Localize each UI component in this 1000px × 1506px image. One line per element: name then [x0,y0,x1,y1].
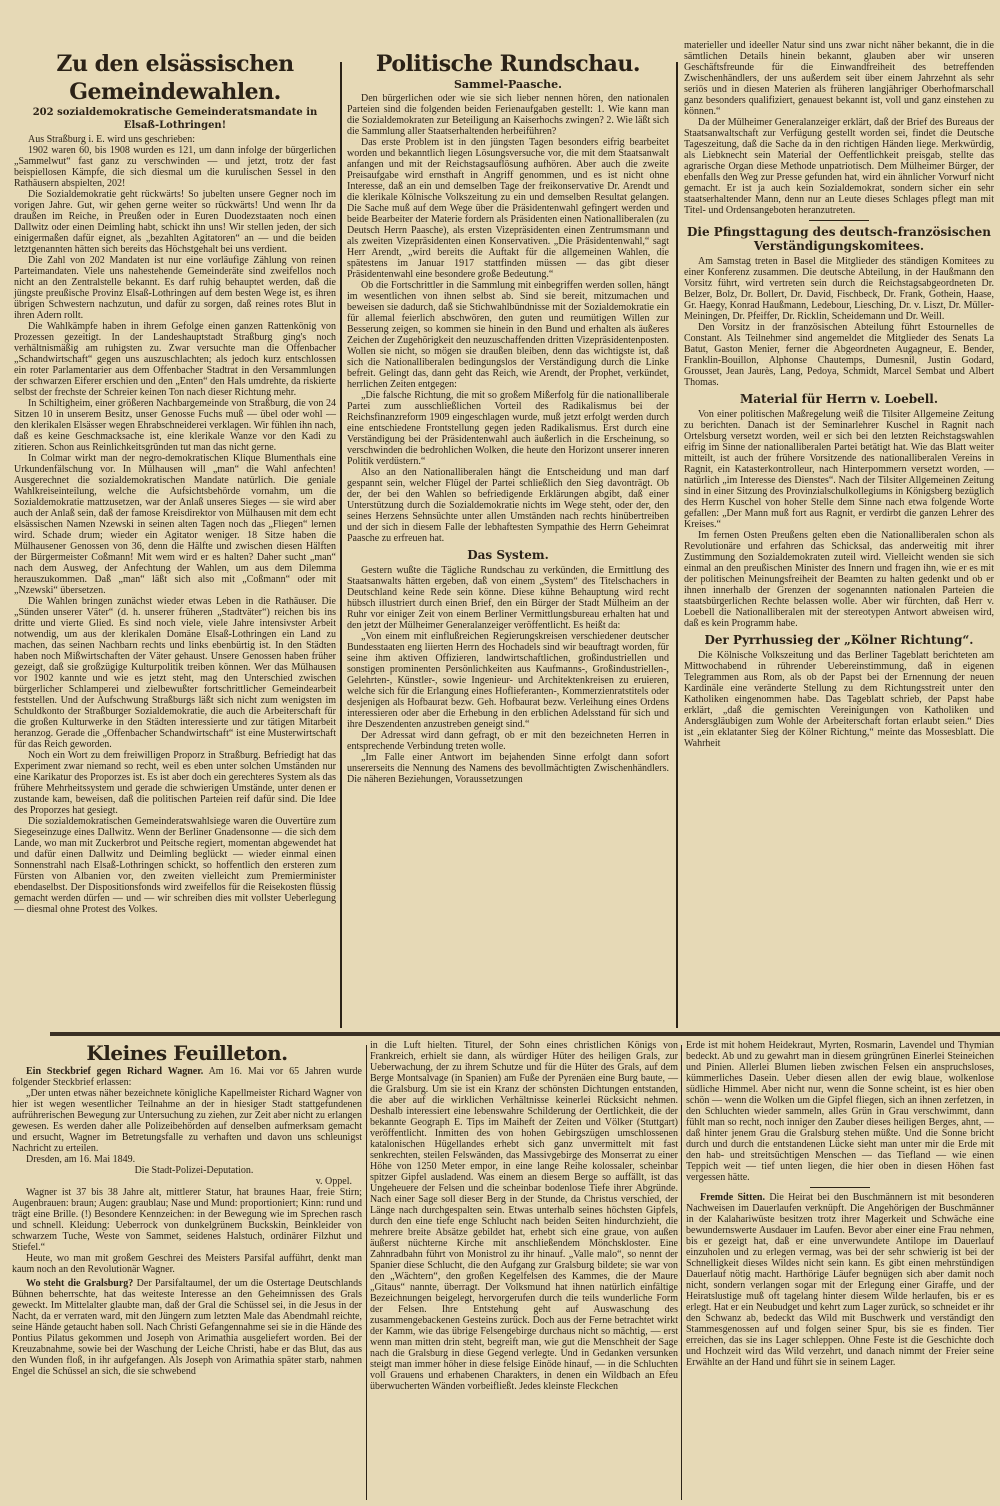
paragraph: Noch ein Wort zu dem freiwilligen Proporz in Straßburg. Befriedigt hat das Experiment zwar niemand so recht, weil es eben unter solchen Umständen nur eine Karikatur des Proporzes ist. Es ist aber doch ein gerechteres System als das frühere Mehrheitssystem und gerade die schwierigen Umstände, unter denen er zustande kam, beweisen, daß die politischen Parteien reif dafür sind. Die Idee des Proporzes hat gesiegt. [14,750,336,816]
paragraph: Also an den Nationalliberalen hängt die Entscheidung und man darf gespannt sein, welcher Flügel der Partei schließlich den Sieg davonträgt. Ob der, der bei den Wahlen so befriedigende Erklärungen abgibt, daß einer Unterstützung durch die Sozialdemokratie nichts im Wege steht, oder der, den seines Herzens Sehnsüchte unter allen Umständen nach rechts hinübertreiben und der sich in diesem Falle der lebhaftesten Sympathie des Herrn Geheimrat Paasche zu erfreuen hat. [347,467,669,544]
paragraph [12,1066,362,1088]
column-rule [366,1045,367,1500]
subheadline: Das System. [467,548,549,562]
paragraph: „Von einem mit einflußreichen Regierungskreisen verschiedener deutscher Bundesstaaten eng liierten Herrn des Hochadels sind wir beauftragt worden, für seine ihm aktiven Offizieren, landwirtschaftlichen, großindustriellen und sonstigen prominenten Persönlichkeiten aus Kaufmanns-, Großindustriellen-, Gelehrten-, Künstler-, sowie Ingenieur- und Architektenkreisen zu eruieren, welche sich für die Erlangung eines Hoflieferanten-, Kommerzienratstitels oder desjenigen als Hofbaurat bezw. Geh. Hofbaurat bezw. Verleihung eines Ordens interessieren oder aber die Erhebung in den erblichen Adelsstand für sich und ihre Deszendenten anzustreben geneigt sind.“ [347,631,669,730]
paragraph: Den Vorsitz in der französischen Abteilung führt Estournelles de Constant. Als Teilnehmer sind angemeldet die Mitglieder des Senats La Batut, Gaston Menier, ferner die Abgeordneten Augagneur, E. Bender, Franklin-Bouillon, Alphonse Chautemps, Dumesnil, Justin Godard, Grousset, Jean Jaurès, Lang, Pedoya, Schmidt, Marcel Sembat und Albert Thomas. [684,322,994,388]
paragraph: Die Zahl von 202 Mandaten ist nur eine vorläufige Zählung von reinen Parteimandaten. Viele uns nahestehende Gemeinderäte sind zweifellos noch nicht an den Zentralstelle bekannt. Es darf ruhig behauptet werden, daß die jüngste preußische Provinz Elsaß-Lothringen auf dem besten Wege ist, es ihren übrigen Schwestern nachzutun, und dafür zu sorgen, daß reines rotes Blut in ihren Adern rollt. [14,255,336,321]
paragraph: „Die falsche Richtung, die mit so großem Mißerfolg für die nationalliberale Partei zum ausschließlichen Vorteil des Radikalismus bei der Reichsfinanzreform 1909 eingeschlagen wurde, muß jetzt erfolgt werden durch eine entschiedene Frontstellung gegen jeden Radikalismus. Erst durch eine Verständigung bei der Präsidentenwahl auch äußerlich in die Erscheinung, so verschwinden die bedrohlichen Wolken, die heute den Horizont unserer inneren Politik verdüstern.“ [347,390,669,467]
feuilleton-column-1 [12,1040,362,1377]
feuilleton-column-2 [370,1040,678,1392]
paragraph [12,1278,362,1377]
paragraph: Aus Straßburg i. E. wird uns geschrieben: [28,134,196,145]
separator [810,1187,870,1188]
paragraph: „Im Falle einer Antwort im bejahenden Sinne erfolgt dann sofort unsererseits die Nennung des Namens des bevollmächtigten Zwischenhändlers. Die näheren Beziehungen, Voraussetzungen [347,752,669,785]
article-title: Wo steht die Gralsburg? [26,1278,134,1289]
paragraph: Den bürgerlichen oder wie sie sich lieber nennen hören, den nationalen Parteien sind die folgenden beiden Ferienaufgaben gestellt: 1. Wie kann man die Sozialdemokraten zur Beteiligung an Kaiserhochs zwingen? 2. Wie läßt sich die Sammlung aller Staatserhaltenden herbeiführen? [347,93,669,137]
section-title: Politische Rundschau. [375,51,641,77]
headline: Zu den elsässischen Gemeindewahlen. [56,51,294,105]
paragraph: Der Adressat wird dann gefragt, ob er mit den bezeichneten Herren in entsprechende Verbindung treten wolle. [347,730,669,752]
subheadline: Die Pfingsttagung des deutsch-französischen Verständigungskomitees. [687,225,991,253]
signature: v. Oppel. [315,1176,352,1187]
article-politische-rundschau [347,50,669,785]
paragraph: Die Sozialdemokratie geht rückwärts! So jubelten unsere Gegner noch im vorigen Jahre. Gut, wir gehen gerne weiter so rückwärts! Und wenn Ihr da draußen im Reiche, in Preußen oder in Euren Duodezstaaten noch einen Dallwitz oder einen Deimling habt, schickt ihn uns! Wir stellen jeden, der sich einigermaßen dafür eignet, als „bezahlten Agitatoren“ an — und die beiden letztgenannten hätten sich bereits das Höchstgehalt bei uns verdient. [14,189,336,255]
subheadline: Sammel-Paasche. [453,78,563,91]
paragraph: In Colmar wirkt man der negro-demokratischen Klique Blumenthals eine Urkundenfälschung vor. In Mülhausen will „man“ die Wahl anfechten! Ausgerechnet die sozialdemokratischen Mandate natürlich. Die geniale Wahlkreiseinteilung, welche die Aufsichtsbehörde vornahm, um die Sozialdemokratie mattzusetzen, war der Anlaß unseres Sieges — sie wird aber auch der Anlaß sein, daß der famose Kreisdirektor von Mülhausen mit dem echt elsässischen Namen Nzewski in seinen alten Tagen noch das „Fliegen“ lernen wird. Schade drum; wieder ein Agitator weniger. 18 Sitze haben die Mülhausener Genossen von 36, denn die Hälfte und zwischen diesen Hälften der Bürgermeister Coßmann! Mit wem wird er es halten? Daher sucht „man“ nach dem Ausweg, der Anfechtung der Wahlen, um aus dem Dilemma herauszukommen. Daß „man“ läßt sich also mit „Coßmann“ oder mit „Nzewski“ übersetzen. [14,453,336,596]
separator [809,220,869,221]
paragraph: Da der Mülheimer Generalanzeiger erklärt, daß der Brief des Bureaus der Staatsanwaltschaft zur Verfügung gestellt worden sei, findet die Deutsche Tageszeitung, daß die Sache da in den richtigen Händen liege. Merkwürdig, als Liebknecht sein Material der Oeffentlichkeit preisgab, stellte das agrarische Organ diese Methode unpatriotisch. Dem Mülheimer Bürger, der ebenfalls den Weg zur Presse gefunden hat, wird ein ähnlicher Vorwurf nicht gemacht. Er ist ja auch kein Sozialdemokrat, sondern sicher ein sehr staatserhaltender Mann, denn nur an Leute dieses Schlages pflegt man mit Titel- und Ordensangeboten heranzutreten. [684,117,994,216]
column-rule [340,62,342,1028]
paragraph: materieller und ideeller Natur sind uns zwar nicht näher bekannt, die in die sämtlichen Details hinein bekannt, glauben aber wir unseren Geschäftsfreunde für die Einwandfreiheit des betreffenden Zwischenhändlers, der uns außerdem seit über einem Jahrzehnt als sehr seriös und in diesen Materien als früheren langjähriger Oberhofmarschall ganz besonders qualifiziert, genauest bekannt ist, voll und ganz einstehen zu können.“ [684,40,994,117]
paragraph: Die Kölnische Volkszeitung und das Berliner Tageblatt berichteten am Mittwochabend in rührender Uebereinstimmung, daß in eigenen Telegrammen aus Rom, als ob der Papst bei der Ernennung der neuen Kardinäle eine veränderte Stellung zu dem Richtungsstreit unter den Katholiken eingenommen habe. Das Tageblatt schrieb, der Papst habe erklärt, „daß die gemischten Vereinigungen von Katholiken und Andersgläubigen zum Wohle der Arbeiterschaft fortan erlaubt seien.“ Dies ist „ein eklatanter Sieg der Kölner Richtung,“ meinte das Mossesblatt. Die Wahrheit [684,650,994,749]
paragraph: Gestern wußte die Tägliche Rundschau zu verkünden, die Ermittlung des Staatsanwalts hätten ergeben, daß von einem „System“ des Titelschachers in Deutschland keine Rede sein könne. Diese kühne Behauptung wird recht hübsch illustriert durch einen Brief, den ein Bürger der Stadt Mülheim an der Ruhr vor einiger Zeit von einem Berliner Vermittlungsbureau erhalten hat und den jetzt der Mülheimer Generalanzeiger veröffentlicht. Es heißt da: [347,565,669,631]
column-right [684,40,994,749]
text: Am 16. Mai vor 65 Jahren wurde folgender Steckbrief erlassen: [12,1066,363,1088]
article-title: Fremde Sitten. [700,1192,765,1203]
paragraph [686,1192,994,1368]
paragraph: Die sozialdemokratischen Gemeinderatswahlsiege waren die Ouvertüre zum Siegeseinzuge eines Dallwitz. Wenn der Berliner Gnadensonne — die sich dem Lande, wo man mit Zuckerbrot und Peitsche regiert, momentan abgewendet hat und dafür einen Dallwitz und Deimling beglückt — wieder einmal einen Sonnenstrahl nach Elsaß-Lothringen schickt, so hoffentlich den ersteren zum Fürsten von Albanien vor, den zweiten vielleicht zum Premierminister ebendaselbst. Der Dispositionsfonds wird zweifellos für die Reisekosten flüssig gemacht werden dürfen — und — wir schreiben dies mit vollster Ueberlegung — diesmal ohne Protest des Volkes. [14,816,336,915]
paragraph: Ob die Fortschrittler in die Sammlung mit einbegriffen werden sollen, hängt im wesentlichen von ihnen selbst ab. Sind sie bereit, mitzumachen und beweisen sie dadurch, daß sie Stichwahlbündnisse mit der Sozialdemokratie ein für allemal feierlich abschwören, den guten und reumütigen Willen zur Besserung zeigen, so kommen sie hinein in den Bund und erhalten als äußeres Zeichen der Zugehörigkeit den neuzuschaffenden dritten Vizepräsidentenposten. Wollen sie nicht, so mögen sie draußen bleiben, denn das wichtigste ist, daß sich die Nationalliberalen bedingungslos der Verständigung durch die Linke befreit. Gelingt das, dann geht das Reich, wie Arendt, der Prophet, verkündet, herrlichen Zeiten entgegen: [347,280,669,390]
section-title: Kleines Feuilleton. [86,1041,288,1065]
authority: Die Stadt-Polizei-Deputation. [134,1165,254,1176]
paragraph: Heute, wo man mit großem Geschrei des Meisters Parsifal aufführt, denkt man kaum noch an den Revolutionär Wagner. [12,1253,362,1275]
column-rule [676,62,678,1028]
feuilleton-column-3 [686,1040,994,1368]
subheadline: Material für Herrn v. Loebell. [739,392,939,406]
paragraph: Die Wahlen bringen zunächst wieder etwas Leben in die Rathäuser. Die „Sünden unserer Väter“ (d. h. unserer früheren „Stadtväter“) reichen bis ins dritte und vierte Glied. Es sind noch viele, viele Jahre intensivster Arbeit notwendig, um aus der klerikalen Domäne Elsaß-Lothringen ein Land zu machen, das seinen Nachbarn rechts und links ebenbürtig ist. In den Städten haben noch Mißwirtschaften der Väter gehaust. Unsere Genossen haben früher gezeigt, daß sie großzügige Kulturpolitik treiben können. Wer das Mülhausen vor 1902 kannte und wie es jetzt steht, mag den Unterschied zwischen bürgerlicher Schlamperei und zielbewußter fortschrittlicher Gemeindearbeit feststellen. Und der Aufschwung Straßburgs läßt sich nicht zum wenigsten im Schuldkonto der Straßburger Sozialdemokratie, die auch die Arbeiterschaft für die großen Kulturwerke in den Städten interessierte und zur tätigen Mitarbeit heranzog. Gerade die „Offenbacher Schandwirtschaft“ ist eine Musterwirtschaft für das Reich geworden. [14,596,336,750]
paragraph: 1902 waren 60, bis 1908 wurden es 121, um dann infolge der bürgerlichen „Sammelwut“ fast ganz zu verschwinden — und jetzt, trotz der fast beispiellosen Kämpfe, die sich diesmal um die kurulischen Sessel in den Rathäusern abspielten, 202! [14,145,336,189]
text: Die Heirat bei den Buschmännern ist mit besonderen Nachweisen im Dauerlaufen verknüpft. Die Angehörigen der Buschmänner in der Kalahariwüste besitzen trotz ihrer Magerkeit und Schwäche eine bewundernswerte Ausdauer im Laufen. Bevor aber einer eine Frau nehmen, bis er gezeigt hat, daß er eine unverwundete Antilope im Dauerlauf einzuholen und zu erlegen vermag, was bei der sehr schwierig ist bei der Schnelligkeit dieses Wildes nicht sein kann. Es gibt einen mehrstündigen Dauerlauf nötig macht. Harthörige Läufer begnügen sich aber damit noch nicht, sondern verlangen sogar mit der Erlegung einer Giraffe, und der Heiratslustige muß oft tagelang hinter diesem Wilde herlaufen, bis er es erlegt. Hat er ein Neubudget und kehrt zum Lager zurück, so schneidet er ihr den Schwanz ab, bedeckt das Wild mit Buschwerk und verständigt den Stammesgenossen auf und folgen seiner Spur, bis sie es finden. Tier erreichen, das sie ins Lager schleppen. Ohne Feste ist die Geschichte doch und Hochzeit wird das Wild verzehrt, und danach nimmt der Freier seine Erwählte an der Hand und führt sie in seinem Lager. [686,1192,995,1368]
paragraph: Im fernen Osten Preußens gelten eben die Nationalliberalen schon als Revolutionäre und erfahren das Schicksal, das anderweitig mit ihrer Zustimmung den Sozialdemokraten zuteil wird. Vielleicht wenden sie sich einmal an den preußischen Minister des Innern und fragen ihn, wie er es mit der politischen Meinungsfreiheit der Beamten zu halten gedenkt und ob er ihnen innerhalb der Grenzen der sogenannten nationalen Parteien die staatsbürgerlichen Rechte belassen wolle. Aber wir fürchten, daß Herr v. Loebell die Nationalliberalen mit der stereotypen Antwort abweisen wird, daß es kein Programm habe. [684,530,994,629]
subheadline: 202 sozialdemokratische Gemeinderatsmandate in Elsaß-Lothringen! [32,107,318,131]
paragraph: Das erste Problem ist in den jüngsten Tagen besonders eifrig bearbeitet worden und bekanntlich liegen Lösungsversuche vor, die mit dem Staatsanwalt anfangen und mit der Reichstagsauflösung aufhören. Aber auch die zweite Preisaufgabe wird ernsthaft in Angriff genommen, und es ist nicht ohne Interesse, daß an ein und demselben Tage der freikonservative Dr. Arendt und die klerikale Kölnische Volkszeitung zu ein und demselben Resultat gelangen. Die Sache muß auf dem Wege über die Präsidentenwahl gefingert werden und beide Bearbeiter der Materie fordern als Präsidenten einen Nationalliberalen (zu Deutsch Herrn Paasche), als ersten Vizepräsidenten einen Zentrumsmann und als zweiten Vizepräsidenten einen Konservativen. „Die Präsidentenwahl,“ sagt Herr Arendt, „wird bereits die Auftakt für die allgemeinen Wahlen, die spätestens im Januar 1917 stattfinden müssen — das gibt dieser Präsidentenwahl eine besondere große Bedeutung.“ [347,137,669,280]
dateline: Dresden, am 16. Mai 1849. [26,1154,136,1165]
paragraph: Von einer politischen Maßregelung weiß die Tilsiter Allgemeine Zeitung zu berichten. Danach ist der Seminarlehrer Kuschel in Ragnit nach Ortelsburg versetzt worden, weil er sich bei den letzten Reichstagswahlen eifrig im Sinne der nationalliberalen Partei betätigt hat. Wie das Blatt weiter mitteilt, ist auch der frühere Vorsitzende des nationalliberalen Vereins in Ragnit, ein Katasterkontrolleur, nach Hinterpommern versetzt worden, — natürlich „im Interesse des Dienstes“. Nach der Tilsiter Allgemeinen Zeitung sind in einer Sitzung des Provinzialschulkollegiums in Königsberg bezüglich des Herrn Kuschel von hoher Stelle dem Sinne nach etwa folgende Worte gefallen: „Der Mann muß fort aus Ragnit, er verdirbt die ganzen Lehrer des Kreises.“ [684,409,994,530]
paragraph: „Der unten etwas näher bezeichnete königliche Kapellmeister Richard Wagner von hier ist wegen wesentlicher Teilnahme an der in hiesiger Stadt stattgefundenen aufrührerischen Bewegung zur Untersuchung zu ziehen, zur Zeit aber nicht zu erlangen gewesen. Es werden daher alle Polizeibehörden auf denselben aufmerksam gemacht und ersucht, Wagner im Betretungsfalle zu verhaften und davon uns schleunigst Nachricht zu erteilen. [12,1088,362,1154]
paragraph: in die Luft hielten. Titurel, der Sohn eines christlichen Königs von Frankreich, erhielt sie dann, als würdiger Hüter des heiligen Grals, zur Ueberwachung, der zu ihrem Schutze und für die Hüter des Grals, auf dem Berge Montsalvage (in Spanien) am Fuße der Pyrenäen eine Burg baute, — die Gralsburg. Um sie ist ein Kranz der schönsten Dichtungen entstanden, die aber auf die wirklichen Verhältnisse keinerlei Rücksicht nehmen. Deshalb interessiert eine lebenswahre Schilderung der Oertlichkeit, die der bekannte Geograph E. Tips im Maiheft der Zeiten und Völker (Stuttgart) veröffentlicht. Inmitten des von hohen Gebirgszügen umschlossenen katalonischen Hügellandes erhebt sich ganz unvermittelt mit fast senkrechten, steilen Felswänden, das Massivgebirge des Monserrat zu einer Höhe von 1250 Meter empor, in eine lange Reihe kolossaler, scheinbar spitzer Gipfel ausladend. Was einem an diesem Berge so auffällt, ist das Ungeheuere der Felsen und die scheinbar bodenlose Tiefe ihrer Abgründe. Nach einer Sage soll dieser Berg in der Stunde, da Christus verschied, der Länge nach durchgespalten sein. Etwas unterhalb seines höchsten Gipfels, durch den eine tiefe enge Schlucht nach beiden Seiten hindurchzieht, die mehrere breite Absätze gebildet hat, erhebt sich eine graue, von außen äußerst nüchterne Kirche mit anschließendem Mönchskloster. Eine Zahnradbahn führt von Monistrol zu ihr hinauf. „Valle malo“, so nennt der Spanier diese Schlucht, die den Aufgang zur Gralsburg bildete; sie war von den „Wächtern“, den großen Kegelfelsen des Kammes, die der Maure „Gitaus“ nannte, überragt. Der Volksmund hat ihnen natürlich einfältige Bezeichnungen beigelegt, hervorgerufen durch die teils wunderliche Form der Felsen. Ihre Entstehung geht auf Auswaschung des zusammengebackenen Gesteins zurück. Doch aus der Ferne betrachtet wirkt der Kamm, wie das übrige Felsengebirge durchaus nicht so mächtig, — erst wenn man mitten drin steht, begreift man, wie gut die Menschheit der Sage nach die Gralsburg in diese Gegend verlegte. Und in Gedanken versunken steigt man immer höher in diese felsige Einöde hinauf, — in die Schluchten voll Grauens und erhabenen Charakters, in denen ein Wildbach an Efeu überwucherten Wänden vorbeifließt. Jedes kleinste Fleckchen [370,1040,678,1392]
section-rule [50,1032,1000,1036]
paragraph: Erde ist mit hohem Heidekraut, Myrten, Rosmarin, Lavendel und Thymian bedeckt. Ab und zu gewahrt man in diesem grüngrünen Einerlei Steineichen und Pinien. Allerlei Blumen lieben zwischen Felsen ein anspruchsloses, kümmerliches Dasein. Ueber diesen allen der ewig blaue, wolkenlose südliche Himmel. Aber nicht nur, wenn die Sonne scheint, ist es hier oben schön — wenn die Wolken um die Gipfel fliegen, sich an ihnen zerfetzen, in den Schluchten wieder sammeln, alles Grün in Grau verschwimmt, dann fühlt man so recht, noch inniger den Zauber dieses heiligen Berges, ahnt, — daß hinter jenem Grau die Gralsburg stehen müßte. Und die Sonne bricht durch und durch die entstandenen Lücke sieht man unter mir die Erde mit den hab- und streitsüchtigen Menschen — das Tiefland — wie einen Teppich weit — tief unten liegen, die hier oben in diesen Höhen fast vergessen hätte. [686,1040,994,1183]
subheadline: Der Pyrrhussieg der „Kölner Richtung“. [704,633,974,647]
article-title: Ein Steckbrief gegen Richard Wagner. [26,1066,204,1077]
paragraph: In Schiltigheim, einer größeren Nachbargemeinde von Straßburg, die von 24 Sitzen 10 in unserem Besitz, unser Genosse Fuchs muß — übel oder wohl — den klerikalen Elsässer wegen Ehrabschneiderei verklagen. Wir fühlen ihn nach, daß es keine Geschmacksache ist, eine klerikale Wanze vor den Kadi zu zitieren. Schon aus Reinlichkeitsgründen tut man das nicht gerne. [14,398,336,453]
paragraph: Die Wahlkämpfe haben in ihrem Gefolge einen ganzen Rattenkönig von Prozessen gezeitigt. In der Landeshauptstadt Straßburg ging's noch verhältnismäßig am ruhigsten zu. Zwar versuchte man die Offenbacher „Schandwirtschaft“ gegen uns auszuschlachten; als jedoch kurz entschlossen ein roter Parlamentarier aus dem Offenbacher Stadtrat in den Versammlungen der schwarzen Eiferer erschien und den „Enten“ den Hals umdrehte, da riskierte selbst der frechste der Schreier keinen Ton nach dieser Richtung mehr. [14,321,336,398]
article-gemeindewahlen [14,50,336,915]
paragraph: Wagner ist 37 bis 38 Jahre alt, mittlerer Statur, hat braunes Haar, freie Stirn; Augenbrauen: braun; Augen: graublau; Nase und Mund: proportioniert; Kinn: rund und trägt eine Brille. (!) Besondere Kennzeichen: in der Bewegung wie im Sprechen rasch und schnell. Kleidung: Ueberrock von dunkelgrünem Buckskin, Beinkleider von schwarzem Tuche, Weste von Sammet, seidenes Halstuch, ordinärer Filzhut und Stiefel.“ [12,1187,362,1253]
text: Der Parsifaltaumel, der um die Ostertage Deutschlands Bühnen beherrschte, hat das weiteste Interesse an den Geheimnissen des Grals geweckt. Im Mittelalter glaubte man, daß der Gral die Schüssel sei, in die Jesus in der Nacht, da er verraten ward, mit den Jüngern zum letzten Male das Abendmahl reichte, seine Hände getaucht haben soll. Nach Christi Gefangennahme sei sie in die Hände des Pontius Pilatus gekommen und Joseph von Arimathia ausgeliefert worden. Bei der Kreuzabnahme, sowie bei der Waschung der Leiche Christi, habe er das Blut, das aus den Wunden floß, in ihr aufgefangen. Als Joseph von Arimathia später starb, nahmen Engel die Schüssel an sich, die sie schwebend [12,1278,362,1377]
paragraph: Am Samstag treten in Basel die Mitglieder des ständigen Komitees zu einer Konferenz zusammen. Die deutsche Abteilung, in der Haußmann den Vorsitz führt, wird vertreten sein durch die Reichstagsabgeordneten Dr. Belzer, Bolz, Dr. Bollert, Dr. David, Fischbeck, Dr. Frank, Gothein, Haase, Gr. Haegy, Konrad Haußmann, Ledebour, Liesching, Dr. v. Liszt, Dr. Müller-Meiningen, Dr. Pfeiffer, Dr. Ricklin, Scheidemann und Dr. Weill. [684,256,994,322]
column-rule [681,1045,682,1500]
